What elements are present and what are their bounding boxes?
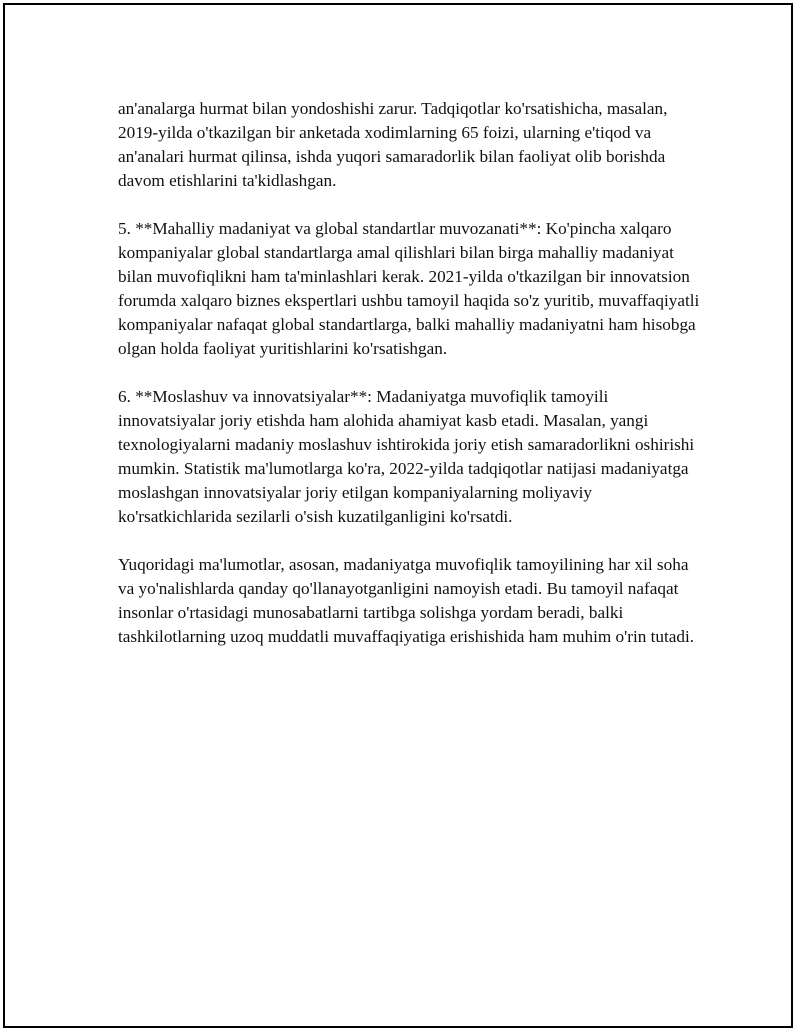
document-page: [3, 3, 793, 1028]
document-body: [118, 97, 708, 673]
paragraph-intro-continuation: an'analarga hurmat bilan yondoshishi zarur. Tadqiqotlar ko'rsatishicha, masalan, 2019-yilda o'tkazilgan bir anketada xodimlarning 65 foizi, ularning e'tiqod va an'analari hurmat qilinsa, ishda yuqori samaradorlik bilan faoliyat olib borishda davom etishlarini ta'kidlashgan.: [118, 99, 668, 190]
paragraph-item-6: 6. **Moslashuv va innovatsiyalar**: Madaniyatga muvofiqlik tamoyili innovatsiyalar joriy etishda ham alohida ahamiyat kasb etadi. Masalan, yangi texnologiyalarni madaniy moslashuv ishtirokida joriy etish samaradorlikni oshirishi mumkin. Statistik ma'lumotlarga ko'ra, 2022-yilda tadqiqotlar natijasi madaniyatga moslashgan innovatsiyalar joriy etilgan kompaniyalarning moliyaviy ko'rsatkichlarida sezilarli o'sish kuzatilganligini ko'rsatdi.: [118, 387, 695, 526]
paragraph-item-5: 5. **Mahalliy madaniyat va global standartlar muvozanati**: Ko'pincha xalqaro kompaniyalar global standartlarga amal qilishlari bilan birga mahalliy madaniyat bilan muvofiqlikni ham ta'minlashlari kerak. 2021-yilda o'tkazilgan bir innovatsion forumda xalqaro biznes ekspertlari ushbu tamoyil haqida so'z yuritib, muvaffaqiyatli kompaniyalar nafaqat global standartlarga, balki mahalliy madaniyatni ham hisobga olgan holda faoliyat yuritishlarini ko'rsatishgan.: [118, 219, 700, 358]
paragraph-conclusion: Yuqoridagi ma'lumotlar, asosan, madaniyatga muvofiqlik tamoyilining har xil soha va yo'nalishlarda qanday qo'llanayotganligini namoyish etadi. Bu tamoyil nafaqat insonlar o'rtasidagi munosabatlarni tartibga solishga yordam beradi, balki tashkilotlarning uzoq muddatli muvaffaqiyatiga erishishida ham muhim o'rin tutadi.: [118, 555, 695, 646]
